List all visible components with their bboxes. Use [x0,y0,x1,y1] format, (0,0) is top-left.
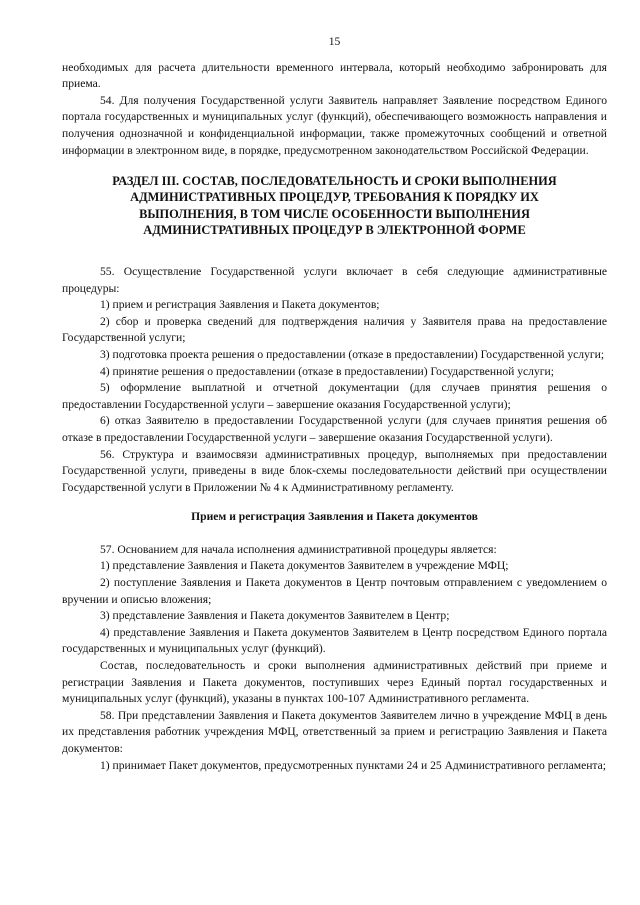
section-title: РАЗДЕЛ III. СОСТАВ, ПОСЛЕДОВАТЕЛЬНОСТЬ И СРОКИ ВЫПОЛНЕНИЯ АДМИНИСТРАТИВНЫХ ПРОЦЕДУР, ТРЕБОВАНИЯ К ПОРЯДКУ ИХ ВЫПОЛНЕНИЯ, В ТОМ ЧИСЛЕ ОСОБЕННОСТИ ВЫПОЛНЕНИЯ АДМИНИСТРАТИВНЫХ ПРОЦЕДУР В ЭЛЕКТРОННОЙ ФОРМЕ [112,174,557,237]
list-item-55-1: 1) прием и регистрация Заявления и Пакета документов; [100,298,380,312]
subheading: Прием и регистрация Заявления и Пакета документов [191,510,478,524]
paragraph-54: 54. Для получения Государственной услуги Заявитель направляет Заявление посредством Единого портала государственных и муниципальных услуг (функций), обеспечивающего возможность направления и получения однозначной и конфиденциальной информации, также промежуточных сообщений и ответной информации в электронном виде, в порядке, предусмотренном законодательством Российской Федерации. [62,93,607,157]
spacer [62,251,607,264]
page-number: 15 [328,35,341,48]
document-page [62,34,607,774]
list-item-55-5: 5) оформление выплатной и отчетной документации (для случаев принятия решения о предоставлении Государственной услуги – завершение оказания Государственной услуги); [62,381,607,411]
list-item-57-4: 4) представление Заявления и Пакета документов Заявителем в Центр посредством Единого портала государственных и муниципальных услуг (функций). [62,625,607,656]
paragraph-55: 55. Осуществление Государственной услуги включает в себя следующие административные процедуры: [62,264,607,295]
list-item-58-1: 1) принимает Пакет документов, предусмотренных пунктами 24 и 25 Административного регламента; [100,758,606,772]
list-item-55-6: 6) отказ Заявителю в предоставлении Государственной услуги (для случаев принятия решения об отказе в предоставлении Государственной услуги – завершение оказания Государственной услуги). [62,414,607,444]
list-item-57-1: 1) представление Заявления и Пакета документов Заявителем в учреждение МФЦ; [100,559,509,573]
list-item-55-3: 3) подготовка проекта решения о предоставлении (отказе в предоставлении) Государственной услуги; [100,347,605,361]
paragraph-58: 58. При представлении Заявления и Пакета документов Заявителем лично в учреждение МФЦ в день их представления работник учреждения МФЦ, ответственный за прием и регистрацию Заявления и Пакета документов: [62,708,607,755]
paragraph-continuation: необходимых для расчета длительности временного интервала, который необходимо забронировать для приема. [62,60,607,91]
list-item-55-4: 4) принятие решения о предоставлении (отказе в предоставлении) Государственной услуги; [100,364,554,378]
paragraph-composition: Состав, последовательность и сроки выполнения административных действий при приеме и регистрации Заявления и Пакета документов, поступивших через Единый портал государственных и муниципальных услуг (функций), указаны в пунктах 100-107 Административного регламента. [62,659,607,706]
paragraph-56: 56. Структура и взаимосвязи административных процедур, выполняемых при предоставлении Государственной услуги, приведены в виде блок-схемы последовательности действий при осуществлении Государственной услуги в Приложении № 4 к Административному регламенту. [62,447,607,494]
list-item-57-3: 3) представление Заявления и Пакета документов Заявителем в Центр; [100,609,450,623]
paragraph-57: 57. Основанием для начала исполнения административной процедуры является: [100,542,497,556]
list-item-55-2: 2) сбор и проверка сведений для подтверждения наличия у Заявителя права на предоставление Государственной услуги; [62,314,607,345]
list-item-57-2: 2) поступление Заявления и Пакета документов в Центр почтовым отправлением с уведомлением о вручении и описью вложения; [62,576,607,606]
